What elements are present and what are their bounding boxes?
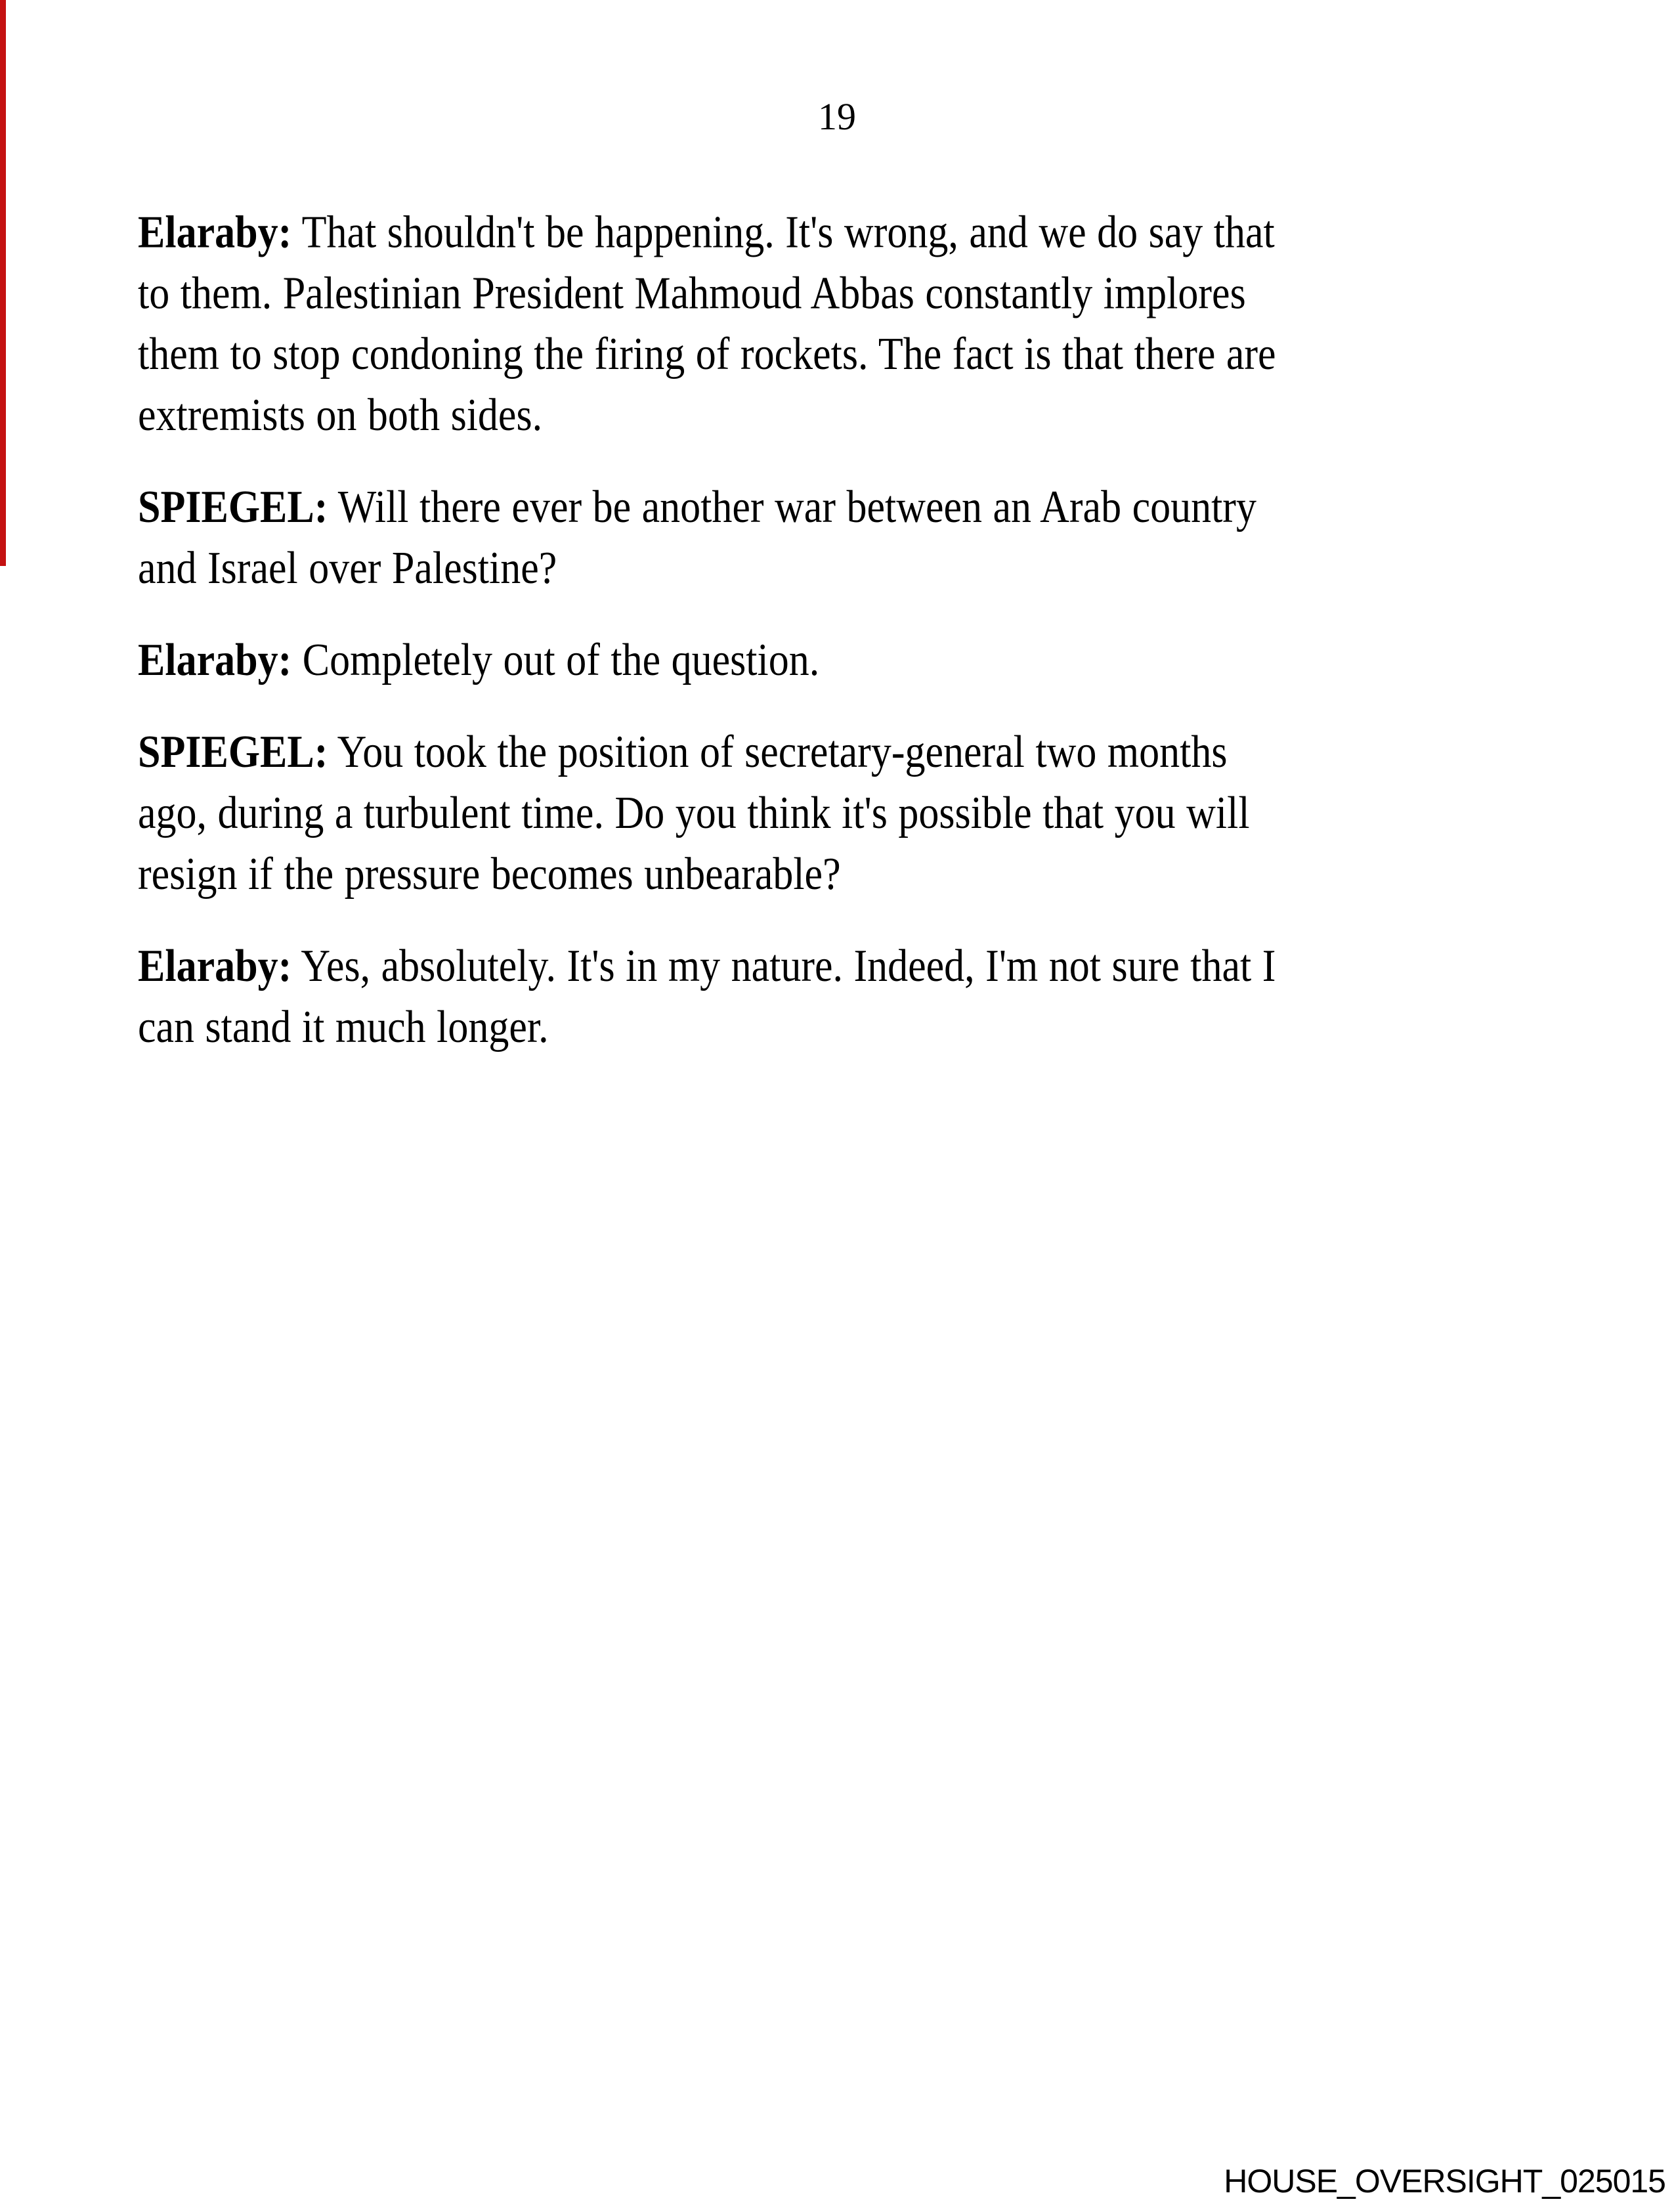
paragraph-line: That shouldn't be happening. It's wrong, and we do say that — [291, 207, 1275, 257]
paragraph-line: Completely out of the question. — [291, 635, 820, 685]
paragraph-line: and Israel over Palestine? — [138, 543, 557, 594]
paragraph-line: Will there ever be another war between an Arab country — [328, 482, 1256, 532]
paragraph-line: resign if the pressure becomes unbearable? — [138, 849, 841, 900]
page-number: 19 — [818, 95, 856, 138]
paragraph-line: Yes, absolutely. It's in my nature. Indeed, I'm not sure that I — [291, 941, 1276, 991]
paragraph-line: ago, during a turbulent time. Do you think it's possible that you will — [138, 788, 1250, 838]
speaker-label: Elaraby: — [138, 941, 292, 991]
speaker-label: SPIEGEL: — [138, 727, 328, 777]
paragraph-line: extremists on both sides. — [138, 390, 543, 441]
transcript-body — [138, 202, 1615, 1058]
paragraph — [138, 936, 1615, 1058]
speaker-label: SPIEGEL: — [138, 482, 328, 532]
paragraph-line: them to stop condoning the firing of rockets. The fact is that there are — [138, 329, 1276, 380]
paragraph-line: to them. Palestinian President Mahmoud Abbas constantly implores — [138, 268, 1246, 318]
paragraph-line: can stand it much longer. — [138, 1002, 549, 1052]
speaker-label: Elaraby: — [138, 207, 292, 257]
paragraph — [138, 722, 1615, 905]
speaker-label: Elaraby: — [138, 635, 292, 685]
paragraph — [138, 477, 1615, 599]
paragraph — [138, 630, 1615, 691]
bates-stamp: HOUSE_OVERSIGHT_025015 — [1224, 2163, 1665, 2200]
paragraph — [138, 202, 1615, 446]
paragraph-line: You took the position of secretary-general two months — [328, 727, 1228, 777]
red-margin-line — [0, 0, 6, 566]
